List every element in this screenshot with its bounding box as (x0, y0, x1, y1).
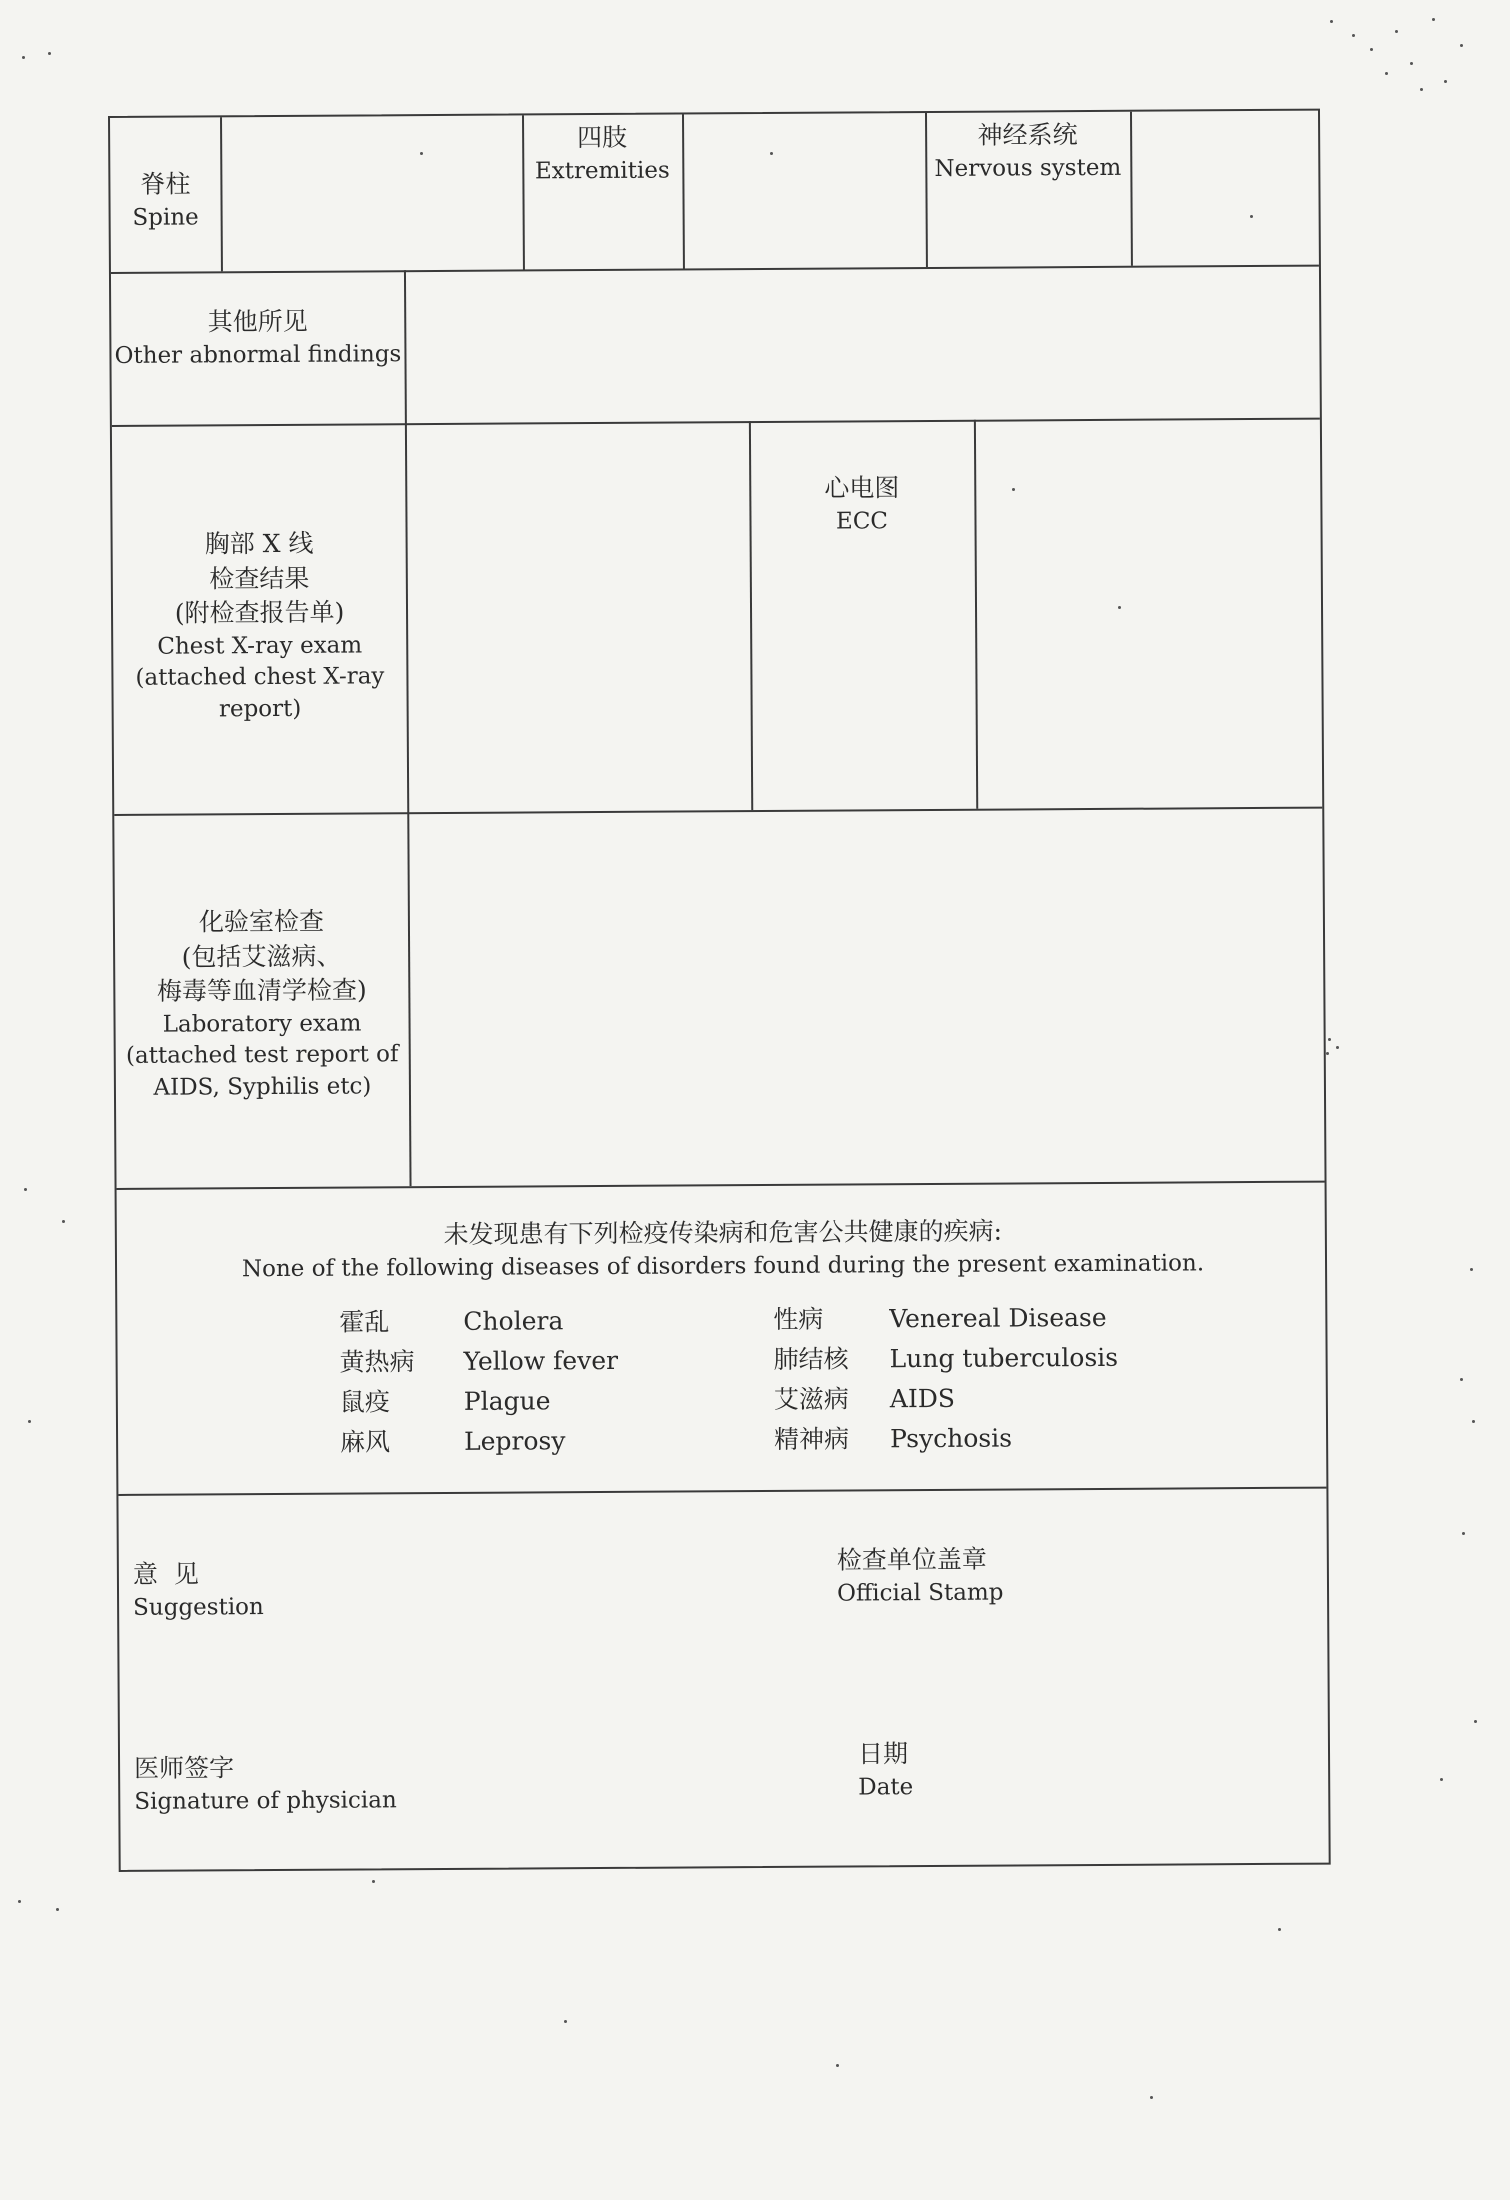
speck (24, 1188, 27, 1191)
disease-name-en: Plague (463, 1386, 551, 1416)
speck (1330, 20, 1333, 23)
medical-exam-form (108, 109, 1331, 1872)
row-divider (111, 265, 1319, 274)
speck (1432, 18, 1435, 21)
nervous-system-label: 神经系统 Nervous system (934, 120, 1122, 182)
speck (1118, 606, 1121, 609)
speck (1278, 1928, 1281, 1931)
col-divider (1130, 112, 1133, 266)
spine-label: 脊柱 Spine (132, 169, 199, 231)
disease-name-zh: 鼠疫 (339, 1387, 390, 1417)
chest-xray-label: 胸部 X 线 检查结果 (附检查报告单) Chest X-ray exam (attached chest X-ray report) (135, 528, 385, 723)
speck (1336, 1046, 1339, 1049)
disease-name-zh: 肺结核 (773, 1344, 849, 1374)
col-divider (974, 420, 978, 809)
speck (28, 1420, 31, 1423)
date-label: 日期 Date (857, 1739, 914, 1800)
row-divider (117, 1181, 1325, 1190)
speck (22, 56, 25, 59)
lab-exam-label: 化验室检查 (包括艾滋病、 梅毒等血清学检查) Laboratory exam (attached test report of AIDS, Syphilis etc) (125, 906, 399, 1101)
speck (1472, 1420, 1475, 1423)
speck (1370, 48, 1373, 51)
diseases-heading: 未发现患有下列检疫传染病和危害公共健康的疾病: None of the following diseases of disorders found during the present examination. (241, 1216, 1205, 1282)
speck (1460, 1378, 1463, 1381)
speck (1440, 1778, 1443, 1781)
speck (1460, 44, 1463, 47)
speck (1328, 1038, 1331, 1041)
row-divider (118, 1487, 1326, 1496)
speck (770, 152, 773, 155)
official-stamp-label: 检查单位盖章 Official Stamp (836, 1544, 1004, 1607)
disease-name-zh: 性病 (773, 1304, 824, 1334)
disease-name-en: Leprosy (464, 1426, 566, 1456)
speck (1444, 80, 1447, 83)
speck (1352, 34, 1355, 37)
speck (1250, 215, 1253, 218)
physician-signature-label: 医师签字 Signature of physician (134, 1753, 397, 1815)
speck (18, 1900, 21, 1903)
extremities-label: 四肢 Extremities (534, 122, 670, 184)
speck (1150, 2096, 1153, 2099)
speck (420, 152, 423, 155)
speck (836, 2064, 839, 2067)
speck (56, 1908, 59, 1911)
suggestion-label: 意 见 Suggestion (132, 1559, 264, 1621)
speck (1012, 488, 1015, 491)
speck (1462, 1532, 1465, 1535)
disease-name-en: Cholera (463, 1306, 564, 1336)
speck (1326, 1052, 1329, 1055)
speck (1474, 1720, 1477, 1723)
speck (1410, 62, 1413, 65)
disease-name-zh: 黄热病 (339, 1347, 415, 1377)
speck (1470, 1268, 1473, 1271)
speck (48, 52, 51, 55)
row-divider (112, 418, 1320, 427)
col-divider (682, 114, 685, 268)
disease-name-en: Lung tuberculosis (889, 1342, 1119, 1374)
disease-name-zh: 精神病 (774, 1424, 850, 1454)
disease-name-en: AIDS (889, 1383, 956, 1414)
disease-name-zh: 艾滋病 (773, 1384, 849, 1414)
speck (564, 2020, 567, 2023)
speck (1395, 30, 1398, 33)
speck (62, 1220, 65, 1223)
disease-name-en: Psychosis (890, 1423, 1013, 1454)
ecg-label: 心电图 ECC (824, 473, 900, 535)
speck (1420, 88, 1423, 91)
disease-name-en: Yellow fever (463, 1345, 619, 1376)
disease-name-zh: 麻风 (340, 1427, 391, 1457)
row-divider (114, 807, 1322, 816)
speck (1385, 72, 1388, 75)
speck (372, 1880, 375, 1883)
other-findings-label: 其他所见 Other abnormal findings (114, 306, 402, 369)
disease-name-zh: 霍乱 (339, 1307, 390, 1337)
disease-name-en: Venereal Disease (889, 1302, 1107, 1334)
